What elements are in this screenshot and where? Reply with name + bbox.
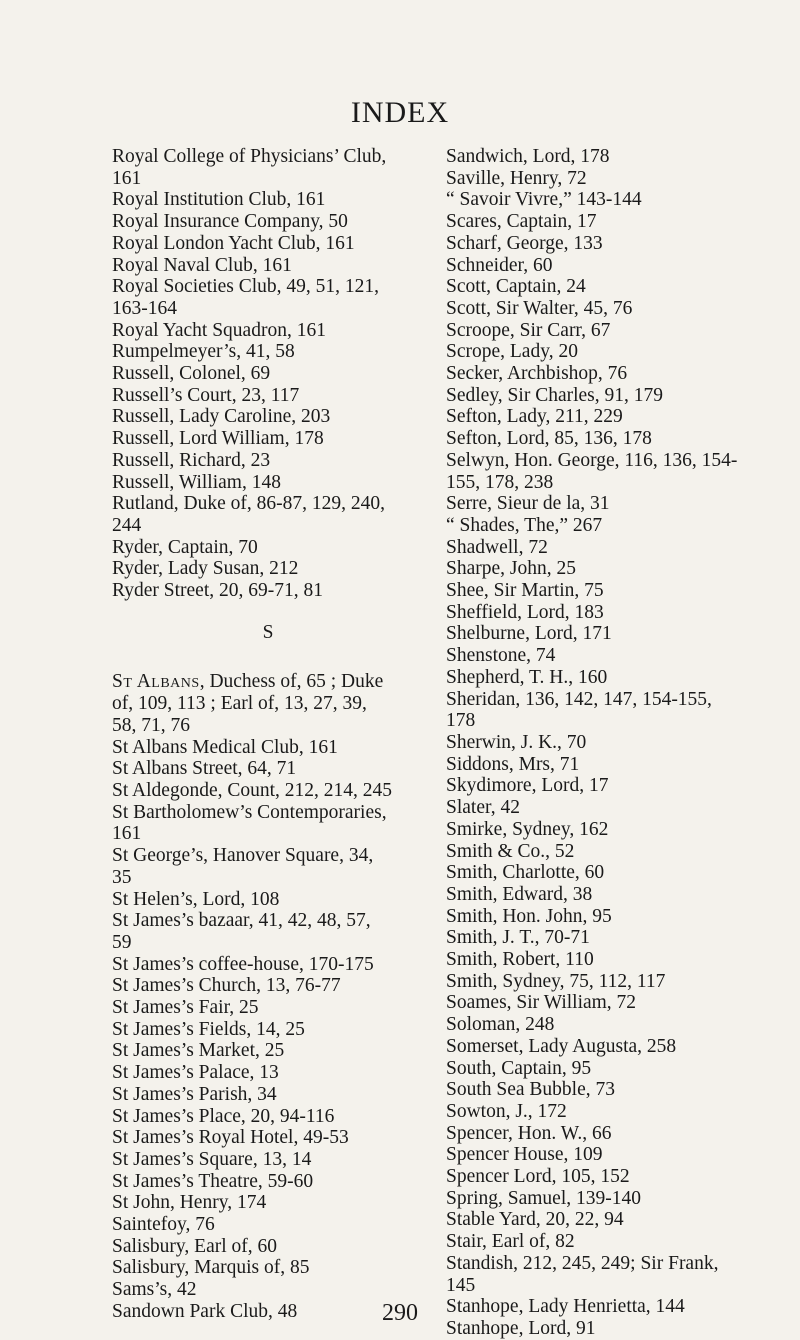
- index-entry: 163-164: [112, 297, 177, 319]
- index-entry: St Albans Street, 64, 71: [112, 758, 297, 780]
- index-entry: St John, Henry, 174: [112, 1192, 267, 1214]
- index-entry: Selwyn, Hon. George, 116, 136, 154-: [446, 449, 738, 471]
- index-entry: 58, 71, 76: [112, 714, 190, 736]
- index-entry: Scharf, George, 133: [446, 232, 603, 254]
- index-entry: St George’s, Hanover Square, 34,: [112, 845, 374, 867]
- index-entry: Scott, Captain, 24: [446, 276, 586, 298]
- index-entry-st-albans: [112, 671, 424, 693]
- index-entry: Salisbury, Earl of, 60: [112, 1235, 277, 1257]
- index-entry: Ryder, Captain, 70: [112, 536, 258, 558]
- index-entry: Scrope, Lady, 20: [446, 341, 578, 363]
- index-entry: St James’s bazaar, 41, 42, 48, 57,: [112, 910, 371, 932]
- index-entry: 178: [446, 710, 476, 732]
- index-entry: Smith, Robert, 110: [446, 949, 594, 971]
- left-column: [112, 146, 424, 1323]
- page-title: INDEX: [350, 96, 450, 129]
- index-entry: Smith & Co., 52: [446, 840, 575, 862]
- index-entry: St Aldegonde, Count, 212, 214, 245: [112, 779, 393, 801]
- index-entry: Shenstone, 74: [446, 645, 556, 667]
- index-entry: Stair, Earl of, 82: [446, 1231, 575, 1253]
- index-entry: Russell’s Court, 23, 117: [112, 384, 300, 406]
- index-entry: Russell, Richard, 23: [112, 449, 271, 471]
- index-entry: Secker, Archbishop, 76: [446, 363, 628, 385]
- left-entries-r: [112, 146, 424, 602]
- index-entry: of, 109, 113 ; Earl of, 13, 27, 39,: [112, 693, 367, 715]
- index-entry: St Albans Medical Club, 161: [112, 736, 338, 758]
- index-entry: Sherwin, J. K., 70: [446, 731, 587, 753]
- index-entry: Shee, Sir Martin, 75: [446, 580, 604, 602]
- index-entry: South Sea Bubble, 73: [446, 1079, 615, 1101]
- index-entry: “ Savoir Vivre,” 143-144: [446, 189, 642, 211]
- index-entry: Serre, Sieur de la, 31: [446, 493, 610, 515]
- index-entry: Somerset, Lady Augusta, 258: [446, 1035, 677, 1057]
- index-entry: Shadwell, 72: [446, 536, 548, 558]
- index-entry: Slater, 42: [446, 797, 520, 819]
- index-entry: Stanhope, Lady Henrietta, 144: [446, 1296, 685, 1318]
- index-entry: Smith, Edward, 38: [446, 883, 593, 905]
- index-entry: 145: [446, 1274, 476, 1296]
- index-entry: Royal London Yacht Club, 161: [112, 232, 355, 254]
- index-entry: Spring, Samuel, 139-140: [446, 1187, 641, 1209]
- index-entry: Smith, J. T., 70-71: [446, 927, 590, 949]
- index-entry: Shepherd, T. H., 160: [446, 666, 608, 688]
- index-entry: Royal Institution Club, 161: [112, 189, 326, 211]
- index-entry: St James’s coffee-house, 170-175: [112, 953, 374, 975]
- left-entries-s: [112, 693, 424, 1322]
- index-entry: 59: [112, 931, 132, 953]
- index-entry: 35: [112, 866, 132, 888]
- index-entry: Smirke, Sydney, 162: [446, 818, 609, 840]
- page-number: 290: [382, 1300, 418, 1326]
- index-entry: St James’s Parish, 34: [112, 1083, 277, 1105]
- index-entry: Scares, Captain, 17: [446, 211, 597, 233]
- index-entry: St James’s Market, 25: [112, 1040, 285, 1062]
- index-entry: Scroope, Sir Carr, 67: [446, 319, 611, 341]
- index-entry: Salisbury, Marquis of, 85: [112, 1257, 310, 1279]
- index-entry: St James’s Fair, 25: [112, 997, 259, 1019]
- index-entry: Sheffield, Lord, 183: [446, 601, 604, 623]
- index-entry: 244: [112, 514, 142, 536]
- index-entry: Russell, Lord William, 178: [112, 428, 324, 450]
- index-entry: Sams’s, 42: [112, 1279, 197, 1301]
- index-entry: Sefton, Lord, 85, 136, 178: [446, 428, 652, 450]
- index-entry: Russell, William, 148: [112, 471, 281, 493]
- index-entry: Rutland, Duke of, 86-87, 129, 240,: [112, 493, 385, 515]
- index-entry: St James’s Place, 20, 94-116: [112, 1105, 335, 1127]
- index-entry: Saville, Henry, 72: [446, 167, 587, 189]
- index-entry: Royal Naval Club, 161: [112, 254, 292, 276]
- index-entry: South, Captain, 95: [446, 1057, 592, 1079]
- index-entry: Soames, Sir William, 72: [446, 992, 637, 1014]
- index-entry: Scott, Sir Walter, 45, 76: [446, 297, 633, 319]
- st-albans-heading: St Albans: [112, 671, 200, 693]
- index-entry: Sedley, Sir Charles, 91, 179: [446, 384, 664, 406]
- index-entry: Stanhope, Lord, 91: [446, 1317, 596, 1339]
- index-entry: Sowton, J., 172: [446, 1100, 567, 1122]
- index-entry: 161: [112, 823, 142, 845]
- index-entry: St James’s Theatre, 59-60: [112, 1170, 314, 1192]
- section-letter: S: [262, 621, 274, 643]
- index-entry: Shelburne, Lord, 171: [446, 623, 612, 645]
- index-entry: St James’s Fields, 14, 25: [112, 1018, 305, 1040]
- index-entry: St James’s Church, 13, 76-77: [112, 975, 341, 997]
- index-entry: Sandown Park Club, 48: [112, 1300, 298, 1322]
- index-entry: Standish, 212, 245, 249; Sir Frank,: [446, 1252, 719, 1274]
- index-entry: Ryder Street, 20, 69-71, 81: [112, 580, 323, 602]
- index-entry: Sefton, Lady, 211, 229: [446, 406, 623, 428]
- index-entry: Russell, Colonel, 69: [112, 363, 271, 385]
- index-entry: Ryder, Lady Susan, 212: [112, 558, 299, 580]
- index-entry: St James’s Square, 13, 14: [112, 1148, 312, 1170]
- index-entry: Siddons, Mrs, 71: [446, 753, 580, 775]
- index-entry: Stable Yard, 20, 22, 94: [446, 1209, 624, 1231]
- index-entry: St Helen’s, Lord, 108: [112, 888, 280, 910]
- index-entry: Saintefoy, 76: [112, 1214, 215, 1236]
- index-entry: Sheridan, 136, 142, 147, 154-155,: [446, 688, 712, 710]
- index-entry: St Bartholomew’s Contemporaries,: [112, 801, 387, 823]
- index-entry: Sharpe, John, 25: [446, 558, 576, 580]
- index-entry: 155, 178, 238: [446, 471, 554, 493]
- index-entry: Smith, Hon. John, 95: [446, 905, 612, 927]
- st-albans-rest: , Duchess of, 65 ; Duke: [199, 671, 384, 693]
- right-entries: [446, 146, 761, 1340]
- index-entry: Spencer, Hon. W., 66: [446, 1122, 612, 1144]
- index-entry: Spencer House, 109: [446, 1144, 603, 1166]
- index-entry: Royal College of Physicians’ Club,: [112, 146, 387, 167]
- index-entry: Rumpelmeyer’s, 41, 58: [112, 341, 295, 363]
- index-entry: Soloman, 248: [446, 1014, 555, 1036]
- index-entry: 161: [112, 167, 142, 189]
- index-entry: Royal Societies Club, 49, 51, 121,: [112, 276, 380, 298]
- index-entry: St James’s Royal Hotel, 49-53: [112, 1127, 349, 1149]
- index-entry: St James’s Palace, 13: [112, 1062, 279, 1084]
- right-column: [446, 146, 761, 1340]
- index-entry: Smith, Charlotte, 60: [446, 862, 605, 884]
- index-entry: Spencer Lord, 105, 152: [446, 1166, 630, 1188]
- index-entry: Royal Yacht Squadron, 161: [112, 319, 326, 341]
- index-entry: Royal Insurance Company, 50: [112, 211, 348, 233]
- index-entry: Skydimore, Lord, 17: [446, 775, 609, 797]
- index-entry: Russell, Lady Caroline, 203: [112, 406, 331, 428]
- index-entry: Smith, Sydney, 75, 112, 117: [446, 970, 666, 992]
- index-entry: “ Shades, The,” 267: [446, 514, 603, 536]
- index-entry: Sandwich, Lord, 178: [446, 146, 610, 167]
- index-entry: Schneider, 60: [446, 254, 553, 276]
